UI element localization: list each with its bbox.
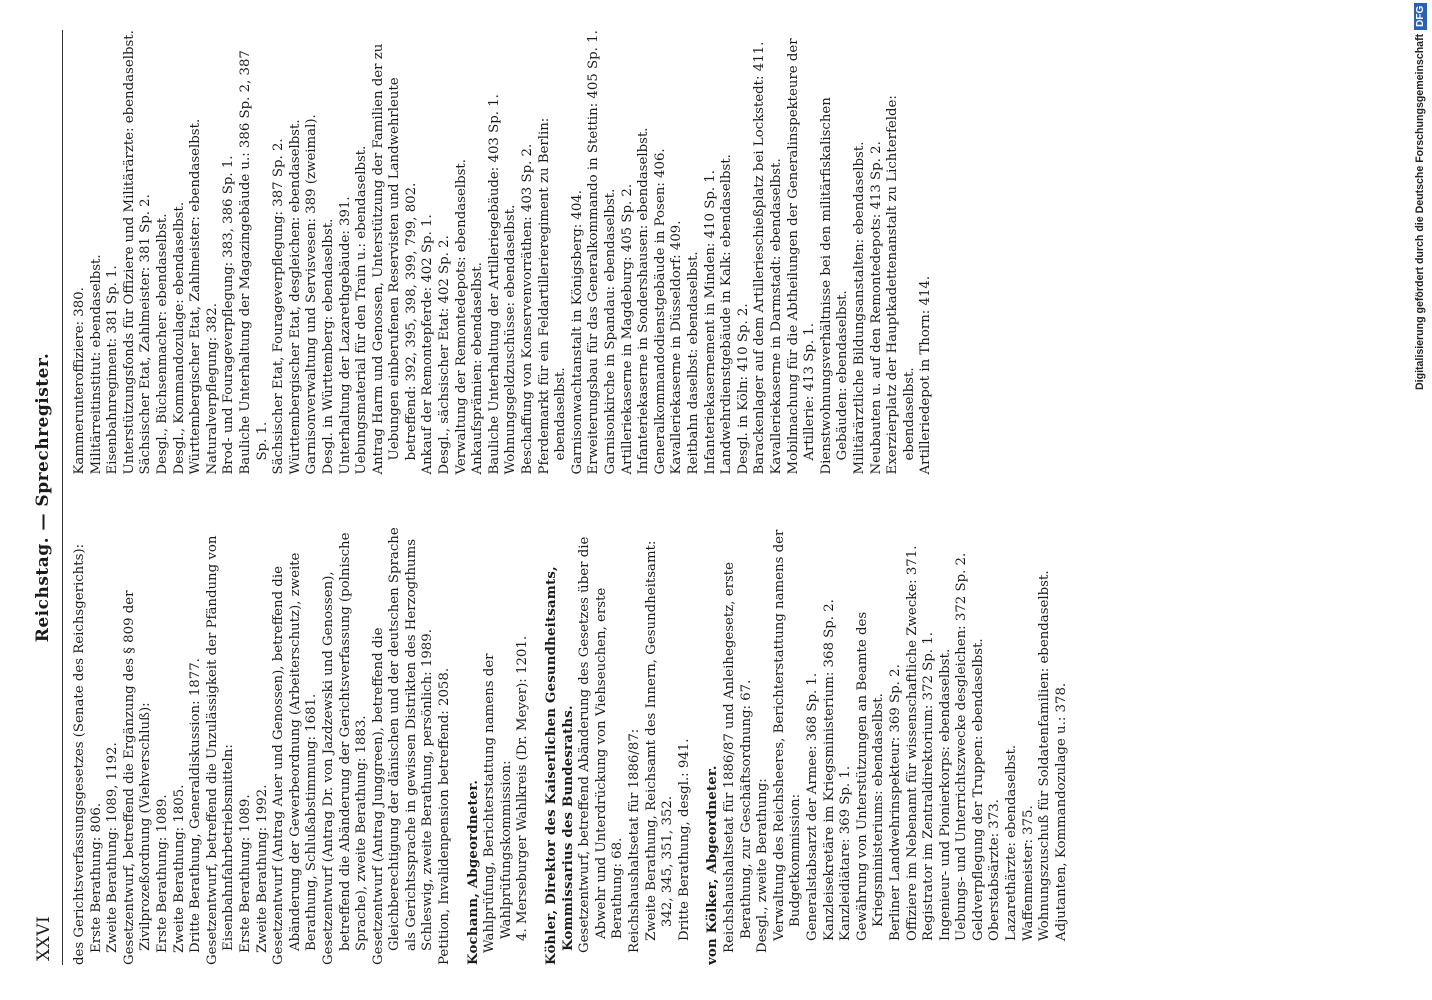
register-entry: Desgl., zweite Berathung: bbox=[755, 778, 771, 953]
register-entry: Ankaufsprämien: ebendaselbst. bbox=[470, 262, 486, 475]
register-entry: Kavalleriekaserne in Darmstadt: ebendaselbst. bbox=[768, 158, 784, 475]
register-entry: Gesetzentwurf (Antrag Junggreen), betreffend die Gleichberechtigung der dänischen und der deutschen Sprache als Gerichtssprache in gewissen Distrikten des Herzogthums Schleswig, zweite Berathung, persönlich: 1989. bbox=[370, 527, 436, 965]
entry-spacer bbox=[693, 509, 705, 966]
register-entry: Eisenbahnregiment: 381 Sp. 1. bbox=[105, 265, 121, 475]
register-entry: Pferdemarkt für ein Feldartillerieregiment zu Berlin: ebendaselbst. bbox=[536, 117, 569, 475]
register-entry: Desgl. in Köln: 410 Sp. 2. bbox=[735, 303, 751, 475]
register-column-left bbox=[72, 509, 1413, 966]
register-entry: Dritte Berathung, desgl.: 941. bbox=[676, 738, 692, 941]
register-entry: Ankauf der Remontepferde: 402 Sp. 1. bbox=[420, 214, 436, 475]
register-entry: Gesetzentwurf, betreffend Abänderung des Gesetzes über die Abwehr und Unterdrückung von Viehseuchen, erste Berathung: 68. bbox=[577, 536, 626, 953]
entry-spacer bbox=[532, 509, 544, 966]
register-entry: Unterstützungsfonds für Offiziere und Militärärzte: ebendaselbst. bbox=[121, 30, 137, 475]
register-entry: Infanteriekaserne in Sondershausen: ebendaselbst. bbox=[636, 127, 652, 475]
register-entry: Militärärztliche Bildungsanstalten: ebendaselbst. bbox=[851, 141, 867, 475]
digitization-note: Digitalisierung gefördert durch die Deutsche Forschungsgemeinschaft bbox=[1414, 33, 1426, 390]
register-entry: Mobilmachung für die Abtheilungen der Generalinspekteure der Artillerie: 413 Sp. 1. bbox=[785, 38, 818, 475]
register-entry: Württembergischer Etat, Zahlmeister: ebendaselbst. bbox=[188, 118, 204, 475]
register-entry: Adjutanten, Kommandozulage u.: 378. bbox=[1053, 682, 1069, 941]
register-entry: Beschaffung von Konservenvorräthen: 403 Sp. 2. bbox=[520, 143, 536, 475]
register-entry: Verwaltung der Remontedepots: ebendaselbst. bbox=[453, 159, 469, 475]
register-entry: Exerzierplatz der Hauptkadettenanstalt zu Lichterfelde: ebendaselbst. bbox=[885, 95, 917, 475]
register-entry: Artilleriedepot in Thorn: 414. bbox=[918, 275, 934, 475]
register-entry: Desgl., sächsischer Etat: 402 Sp. 2. bbox=[437, 235, 453, 475]
register-entry: Kanzleisekretäre im Kriegsministerium: 368 Sp. 2. bbox=[821, 599, 837, 941]
register-entry: Wahlprüfung, Berichterstattung namens der Wahlprüfungskommission: bbox=[482, 653, 514, 953]
register-entry: Sächsischer Etat, Zahlmeister: 381 Sp. 2. bbox=[138, 194, 154, 475]
register-entry: Reitbahn daselbst: ebendaselbst. bbox=[685, 251, 701, 475]
register-entry: Erste Berathung: 1089. bbox=[154, 794, 170, 953]
register-heading: von Kölker, Abgeordneter. bbox=[705, 765, 721, 965]
register-entry: Waffenmeister: 375. bbox=[1020, 805, 1036, 941]
register-entry: Zweite Berathung: 1089, 1192. bbox=[105, 742, 121, 953]
register-entry: Zweite Berathung: 1805. bbox=[171, 784, 187, 953]
register-entry: Gesetzentwurf, betreffend die Unzulässigkeit der Pfändung von Eisenbahnfahrbetriebsmitteln: bbox=[204, 535, 237, 965]
register-entry: Uebungsmaterial für den Train u.: ebendaselbst. bbox=[354, 145, 370, 475]
register-entry: Garnisonwachtanstalt in Königsberg: 404. bbox=[569, 189, 585, 475]
register-entry: Bauliche Unterhaltung der Artilleriegebäude: 403 Sp. 1. bbox=[486, 94, 502, 475]
register-entry: Uebungs- und Unterrichtszwecke desgleichen: 372 Sp. 2. bbox=[954, 552, 970, 941]
register-entry: Antrag Harm und Genossen, Unterstützung der Familien der zu Uebungen einberufenen Reservisten und Landwehrleute betreffend: 392, 395, 398, 399, 799, 802. bbox=[370, 43, 419, 475]
register-entry: Verwaltung des Reichsheeres, Berichterstattung namens der Budgetkommission: bbox=[771, 529, 804, 941]
register-entry: des Gerichtsverfassungsgesetzes (Senate des Reichsgerichts): bbox=[72, 543, 87, 965]
register-entry: Kanzleidiätare: 369 Sp. 1. bbox=[838, 765, 854, 941]
register-entry: Gesetzentwurf (Antrag Dr. von Jazdzewski und Genossen), betreffend die Abänderung der Gerichtsverfassung (polnische Sprache), zweite Berathung: 1883. bbox=[320, 532, 370, 965]
register-entry: Desgl. in Württemberg: ebendaselbst. bbox=[320, 218, 336, 475]
register-column-right bbox=[72, 30, 1413, 487]
register-entry: Reichshaushaltsetat für 1886/87 und Anleihegesetz, erste Berathung, zur Geschäftsordnung: 67. bbox=[721, 562, 754, 953]
entry-spacer bbox=[454, 509, 466, 966]
digitization-credit bbox=[1404, 4, 1430, 390]
register-entry: Geldverpflegung der Truppen: ebendaselbst. bbox=[970, 638, 986, 941]
register-entry: Reichshaushaltsetat für 1886/87: bbox=[627, 728, 642, 953]
register-entry: Württembergischer Etat, desgleichen: ebendaselbst. bbox=[287, 119, 303, 475]
register-entry: Artilleriekaserne in Magdeburg: 405 Sp. 2. bbox=[619, 183, 635, 475]
register-entry: Gesetzentwurf, betreffend die Ergänzung des § 809 der Zivilprozeßordnung (Viehverschluß): bbox=[121, 590, 154, 965]
register-entry: Militärreitinstitut: ebendaselbst. bbox=[88, 254, 104, 475]
dfg-logo: DFG bbox=[1414, 3, 1427, 30]
register-entry: Landwehrdienstgebäude in Kalk: ebendaselbst. bbox=[719, 154, 735, 475]
register-entry: Naturalverpflegung: 382. bbox=[204, 303, 220, 475]
register-entry: Sächsischer Etat, Fourageverpflegung: 387 Sp. 2. bbox=[271, 138, 287, 475]
rotated-page-content bbox=[28, 30, 1413, 965]
register-entry: Dritte Berathung, Generaldiskussion: 1877. bbox=[188, 658, 204, 953]
register-entry: Desgl., Büchsenmacher: ebendaselbst. bbox=[154, 213, 170, 475]
register-entry: Lazarethärzte: ebendaselbst. bbox=[1004, 744, 1020, 941]
register-entry: Ingenieur- und Pionierkorps: ebendaselbst. bbox=[937, 648, 953, 941]
register-entry: Desgl., Kommandozulage: ebendaselbst. bbox=[171, 201, 187, 475]
register-entry: Kavalleriekaserne in Düsseldorf: 409. bbox=[669, 220, 685, 475]
register-entry: Unterhaltung der Lazarethgebäude: 391. bbox=[337, 196, 353, 475]
page-number: XXVI bbox=[34, 915, 54, 961]
register-entry: Offiziere im Nebenamt für wissenschaftliche Zwecke: 371. bbox=[904, 545, 920, 941]
register-entry: Bauliche Unterhaltung der Magazingebäude u.: 386 Sp. 2, 387 Sp. 1. bbox=[237, 50, 270, 475]
register-entry: 4. Merseburger Wahlkreis (Dr. Meyer): 1201. bbox=[515, 635, 531, 941]
register-entry: Kammerunteroffiziere: 380. bbox=[72, 287, 87, 475]
register-entry: Erweiterungsbau für das Generalkommando in Stettin: 405 Sp. 1. bbox=[586, 30, 602, 475]
register-entry: Erste Berathung: 806. bbox=[88, 802, 104, 953]
register-entry: Brod- und Fourageverpflegung: 383, 386 Sp. 1. bbox=[221, 155, 237, 475]
register-entry: Barackenlager auf dem Artillerieschießplatz bei Lockstedt: 411. bbox=[752, 41, 768, 475]
register-entry: Oberstabsärzte: 373. bbox=[987, 799, 1003, 941]
register-entry: Neubauten u. auf den Remontedepots: 413 Sp. 2. bbox=[868, 141, 884, 475]
register-entry: Petition, Invalidenpension betreffend: 2058. bbox=[437, 667, 453, 965]
register-entry: Berliner Landwehrinspekteur: 369 Sp. 2. bbox=[887, 664, 903, 941]
register-entry: Erste Berathung: 1089. bbox=[237, 794, 253, 953]
register-heading: Köhler, Direktor des Kaiserlichen Gesundheitsamts, Kommissarius des Bundesraths. bbox=[544, 566, 576, 965]
running-head bbox=[28, 30, 63, 965]
register-entry: Gewährung von Unterstützungen an Beamte des Kriegsministeriums: ebendaselbst. bbox=[854, 611, 887, 941]
register-entry: Generalkommandodienstgebäude in Posen: 406. bbox=[652, 148, 668, 475]
register-entry: Wohnungsgeldzuschüsse: ebendaselbst. bbox=[503, 204, 519, 475]
register-entry: Dienstwohnungsverhältnisse bei den militärfiskalischen Gebäuden: ebendaselbst. bbox=[818, 97, 851, 475]
running-head-title: Reichstag. — Sprechregister. bbox=[33, 352, 53, 643]
register-entry: Zweite Berathung: 1992. bbox=[254, 784, 270, 953]
register-entry: Infanteriekasernement in Minden: 410 Sp. 1. bbox=[702, 170, 718, 475]
register-entry: Generalstabsarzt der Armee: 368 Sp. 1. bbox=[804, 672, 820, 941]
register-entry: Garnisonverwaltung und Servisvesen: 389 (zweimal). bbox=[304, 114, 320, 475]
register-columns bbox=[72, 30, 1413, 965]
register-entry: Garnisonkirche in Spandau: ebendaselbst. bbox=[603, 188, 618, 475]
register-entry: Registrator im Zentraldirektorium: 372 Sp. 1. bbox=[921, 632, 937, 941]
register-entry: Gesetzentwurf (Antrag Auer und Genossen), betreffend die Abänderung der Gewerbeordnung (Arbeiterschutz), zweite Berathung, Schlußabstimmung: 1681. bbox=[271, 552, 320, 965]
register-heading: Kochann, Abgeordneter. bbox=[465, 779, 481, 965]
register-entry: Zweite Berathung, Reichsamt des Innern, Gesundheitsamt: 342, 345, 351, 352. bbox=[643, 540, 676, 941]
register-entry: Wohnungszuschuß für Soldatenfamilien: ebendaselbst. bbox=[1037, 570, 1053, 941]
